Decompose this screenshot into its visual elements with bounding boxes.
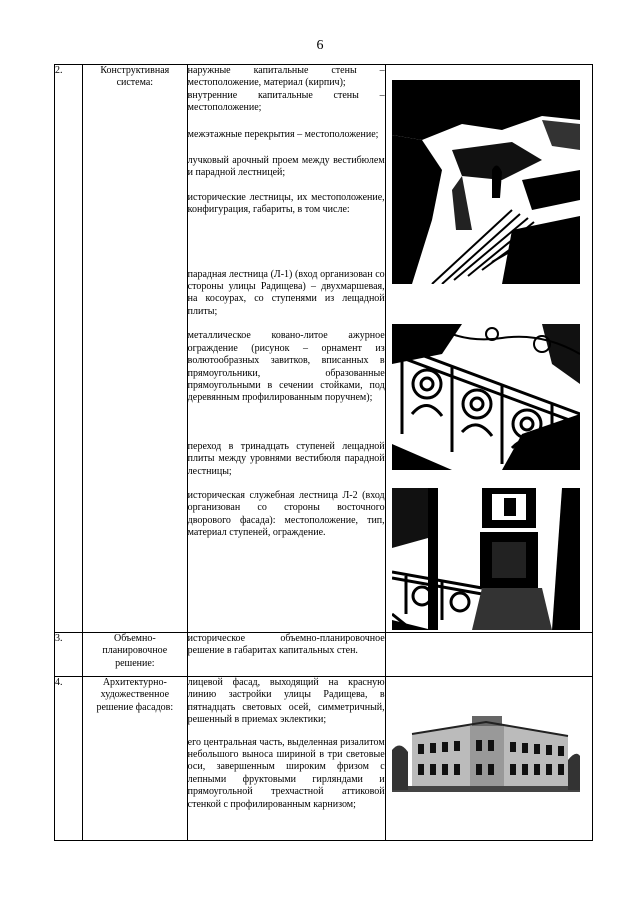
description-item: переход в тринадцать ступеней лещадной плиты между уровнями вестибюля парадной лестницы; [187, 440, 385, 477]
row-description [187, 65, 385, 633]
description-item: лучковый арочный проем между вестибюлем и парадной лестницей; [187, 155, 385, 179]
row-number: 4. [55, 677, 83, 841]
facade-photo [392, 710, 580, 792]
description-item: его центральная часть, выделенная ризалитом небольшого выноса шириной в три световые оси, завершенным широким фризом с лепными фруктовыми гирляндами и прямоугольной трехчастной аттиковой стенкой с профилированным карнизом; [187, 736, 385, 810]
row-number: 3. [55, 633, 83, 677]
page-number: 6 [316, 38, 324, 53]
row-category: Архитектурно-художественное решение фасадов: [82, 677, 187, 841]
service-staircase-photo [392, 488, 580, 630]
table-row [55, 633, 593, 677]
description-item: историческая служебная лестница Л-2 (вход организован со стороны восточного дворового фасада): местоположение, тип, материал ступеней, ограждение. [187, 489, 385, 539]
description-item: внутренние капитальные стены – местоположение; [187, 89, 385, 114]
photo-cell [385, 633, 592, 677]
description-item: межэтажные перекрытия – местоположение; [187, 128, 379, 140]
row-description [187, 677, 385, 841]
railing-photo [392, 324, 580, 470]
description-item: металлическое ковано-литое ажурное ограждение (рисунок – орнамент из волютообразных завитков, вписанных в прямоугольники, образованные прямоугольными в сечении стойками, под деревянным профилированным поручнем); [187, 330, 385, 404]
row-category: Конструктивная система: [82, 65, 187, 633]
row-category: Объемно-планировочное решение: [82, 633, 187, 677]
description-item: лицевой фасад, выходящий на красную линию застройки улицы Радищева, в пятнадцать световых осей, симметричный, решенный в приемах эклектики; [187, 677, 385, 726]
description-item: парадная лестница (Л-1) (вход организован со стороны улицы Радищева) – двухмаршевая, на косоурах, со ступенями из лещадной плиты; [187, 268, 385, 317]
description-item: историческое объемно-планировочное решение в габаритах капитальных стен. [187, 633, 385, 657]
description-item: исторические лестницы, их местоположение, конфигурация, габариты, в том числе: [187, 191, 385, 216]
row-number: 2. [55, 65, 83, 633]
row-description [187, 633, 385, 677]
description-item: наружные капитальные стены – местоположение, материал (кирпич); [187, 65, 385, 89]
staircase-photo [392, 80, 580, 284]
